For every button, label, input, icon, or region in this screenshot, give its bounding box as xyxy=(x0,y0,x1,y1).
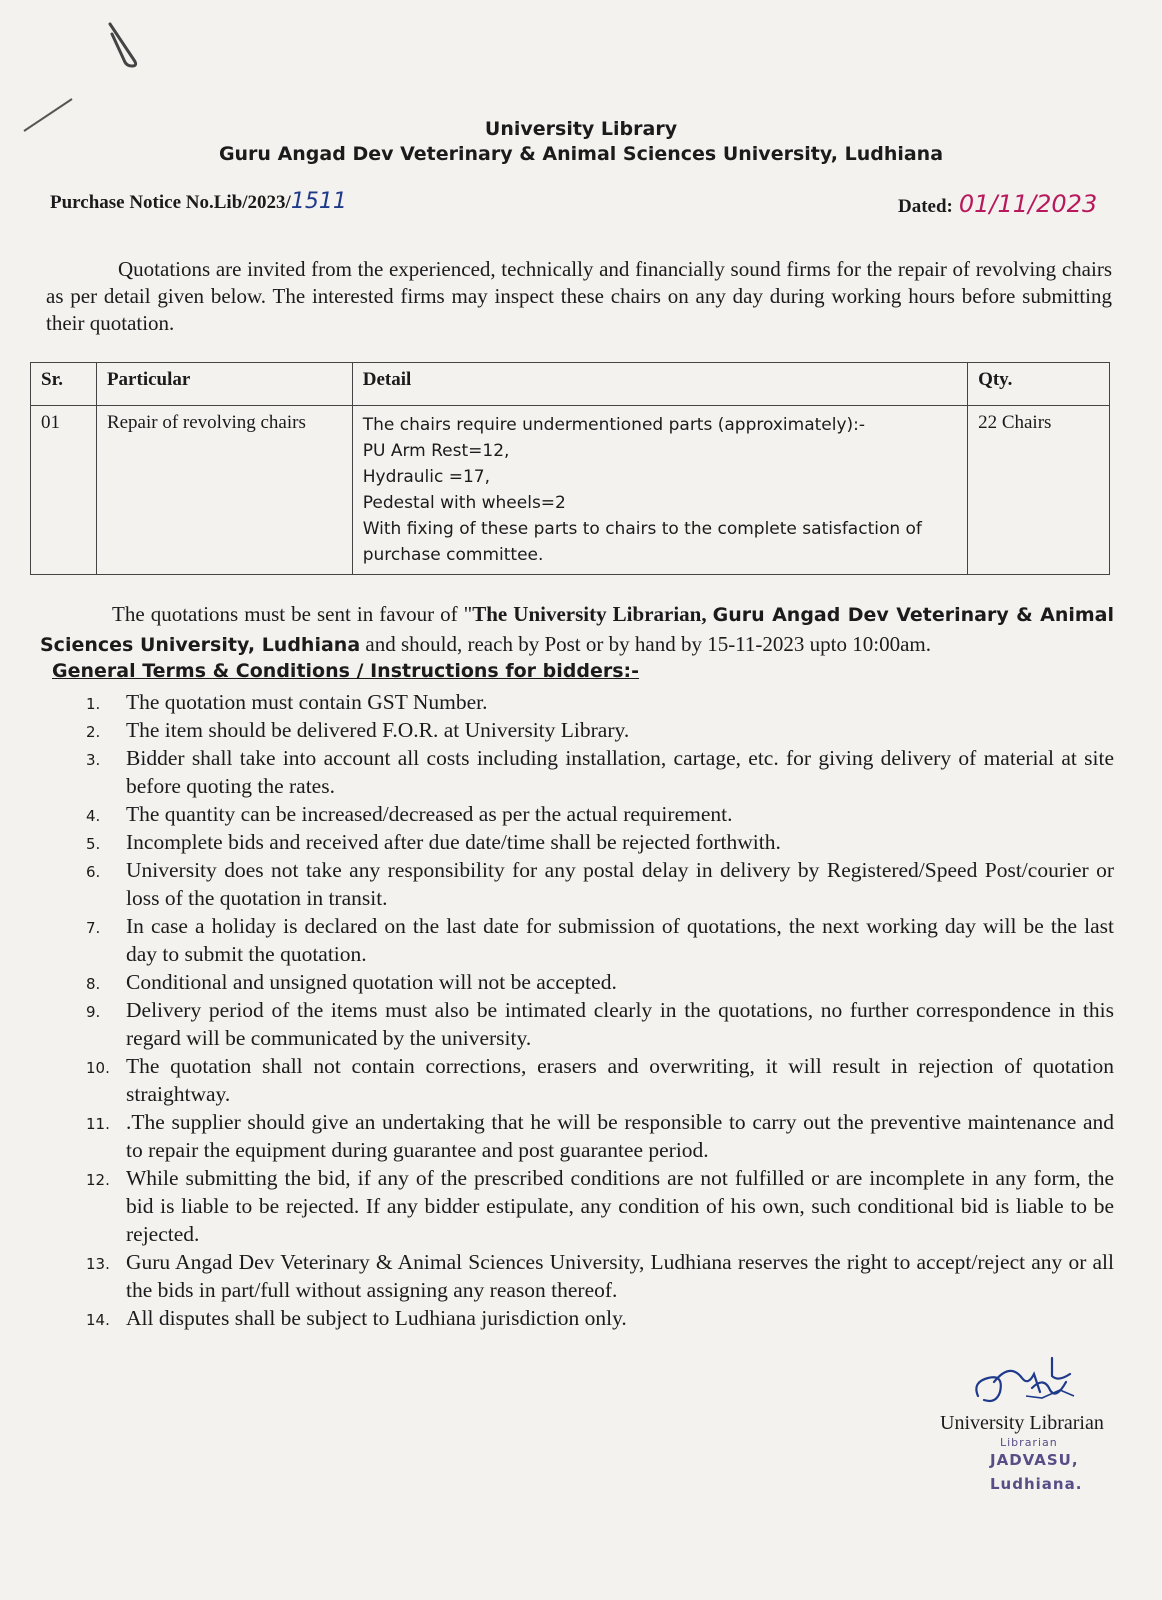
term-number: 1. xyxy=(86,695,101,713)
header-qty: Qty. xyxy=(968,363,1110,406)
term-number: 2. xyxy=(86,723,101,741)
term-text: The quotation must contain GST Number. xyxy=(126,690,488,714)
term-number: 6. xyxy=(86,863,101,881)
handwritten-notice-number: 1511 xyxy=(290,189,347,214)
term-item xyxy=(80,800,1114,828)
cell-sr: 01 xyxy=(31,406,97,575)
stamp-line1: JADVASU, xyxy=(990,1451,1079,1469)
term-text: The quotation shall not contain corrections, erasers and overwriting, it will result in rejection of quotation straightway. xyxy=(126,1054,1114,1106)
intro-text: Quotations are invited from the experienced, technically and financially sound firms for the repair of revolving chairs as per detail given below. The interested firms may inspect these chairs on any day during working hours before submitting their quotation. xyxy=(46,257,1112,335)
para2-bold2: Guru Angad Dev Veterinary & Animal Sciences University, Ludhiana xyxy=(40,604,1115,656)
term-number: 10. xyxy=(86,1059,110,1077)
term-text: Delivery period of the items must also be intimated clearly in the quotations, no further correspondence in this regard will be communicated by the university. xyxy=(126,998,1114,1050)
term-text: In case a holiday is declared on the last date for submission of quotations, the next working day will be the last day to submit the quotation. xyxy=(126,914,1114,966)
term-text: The quantity can be increased/decreased as per the actual requirement. xyxy=(126,802,733,826)
term-item xyxy=(80,912,1114,968)
term-number: 4. xyxy=(86,807,101,825)
table-row xyxy=(31,406,1110,575)
org-name-line2: Guru Angad Dev Veterinary & Animal Sciences University, Ludhiana xyxy=(218,143,944,165)
dated-label: Dated: xyxy=(898,196,953,217)
signature-scribble xyxy=(970,1352,1080,1414)
term-item xyxy=(80,688,1114,716)
term-number: 13. xyxy=(86,1255,110,1273)
term-text: Bidder shall take into account all costs including installation, cartage, etc. for giving delivery of material at site before quoting the rates. xyxy=(126,746,1114,798)
submission-paragraph xyxy=(40,600,1114,660)
term-number: 14. xyxy=(86,1311,110,1329)
detail-line: Hydraulic =17, xyxy=(362,467,491,487)
term-text: The item should be delivered F.O.R. at University Library. xyxy=(126,718,630,742)
cell-particular: Repair of revolving chairs xyxy=(96,406,352,575)
purchase-notice-number xyxy=(50,189,347,214)
official-stamp xyxy=(990,1438,1082,1496)
term-item xyxy=(80,856,1114,912)
term-item xyxy=(80,1248,1114,1304)
header-particular: Particular xyxy=(96,363,352,406)
term-number: 11. xyxy=(86,1115,110,1133)
handwritten-date: 01/11/2023 xyxy=(958,190,1098,218)
term-item xyxy=(80,1052,1114,1108)
term-item xyxy=(80,1164,1114,1248)
org-name-line1: University Library xyxy=(484,118,678,140)
terms-heading: General Terms & Conditions / Instructions for bidders:- xyxy=(52,660,640,682)
intro-paragraph xyxy=(46,256,1112,337)
table-header-row xyxy=(31,363,1110,406)
detail-line: Pedestal with wheels=2 xyxy=(362,493,566,513)
term-number: 8. xyxy=(86,975,101,993)
term-item xyxy=(80,828,1114,856)
cell-qty: 22 Chairs xyxy=(968,406,1110,575)
stamp-line2: Ludhiana. xyxy=(990,1475,1083,1493)
term-number: 7. xyxy=(86,919,101,937)
detail-line: The chairs require undermentioned parts (approximately):- xyxy=(362,415,866,435)
term-number: 12. xyxy=(86,1171,110,1189)
para2-bold1: The University Librarian, xyxy=(472,602,707,626)
term-item xyxy=(80,1304,1114,1332)
term-text: Guru Angad Dev Veterinary & Animal Sciences University, Ludhiana reserves the right to accept/reject any or all the bids in part/full without assigning any reason thereof. xyxy=(126,1250,1114,1302)
signatory-title: University Librarian xyxy=(940,1412,1104,1434)
para2-after: and should, reach by Post or by hand by 15-11-2023 upto 10:00am. xyxy=(365,632,931,656)
term-text: University does not take any responsibility for any postal delay in delivery by Registered/Speed Post/courier or loss of the quotation in transit. xyxy=(126,858,1114,910)
items-table xyxy=(30,362,1110,575)
detail-line: PU Arm Rest=12, xyxy=(362,441,510,461)
term-number: 9. xyxy=(86,1003,101,1021)
term-text: While submitting the bid, if any of the prescribed conditions are not fulfilled or are incomplete in any form, the bid is liable to be rejected. If any bidder estipulate, any condition of his own, such conditional bid is liable to be rejected. xyxy=(126,1166,1114,1246)
detail-line: With fixing of these parts to chairs to the complete satisfaction of purchase committee. xyxy=(362,519,922,565)
term-number: 5. xyxy=(86,835,101,853)
term-item xyxy=(80,716,1114,744)
term-text: Incomplete bids and received after due date/time shall be rejected forthwith. xyxy=(126,830,781,854)
notice-label: Purchase Notice No.Lib/2023/ xyxy=(50,192,291,213)
term-item xyxy=(80,996,1114,1052)
term-number: 3. xyxy=(86,751,101,769)
terms-list xyxy=(80,688,1114,1332)
term-item xyxy=(80,968,1114,996)
paperclip-icon xyxy=(104,20,144,70)
cell-detail xyxy=(352,406,967,575)
term-text: Conditional and unsigned quotation will not be accepted. xyxy=(126,970,617,994)
para2-before: The quotations must be sent in favour of " xyxy=(112,602,473,626)
header-sr: Sr. xyxy=(31,363,97,406)
term-item xyxy=(80,744,1114,800)
stamp-librarian: Librarian xyxy=(1000,1436,1058,1449)
term-text: All disputes shall be subject to Ludhiana jurisdiction only. xyxy=(126,1306,627,1330)
notice-date xyxy=(898,190,1097,218)
term-item xyxy=(80,1108,1114,1164)
header-detail: Detail xyxy=(352,363,967,406)
term-text: .The supplier should give an undertaking that he will be responsible to carry out the preventive maintenance and to repair the equipment during guarantee and post guarantee period. xyxy=(126,1110,1114,1162)
